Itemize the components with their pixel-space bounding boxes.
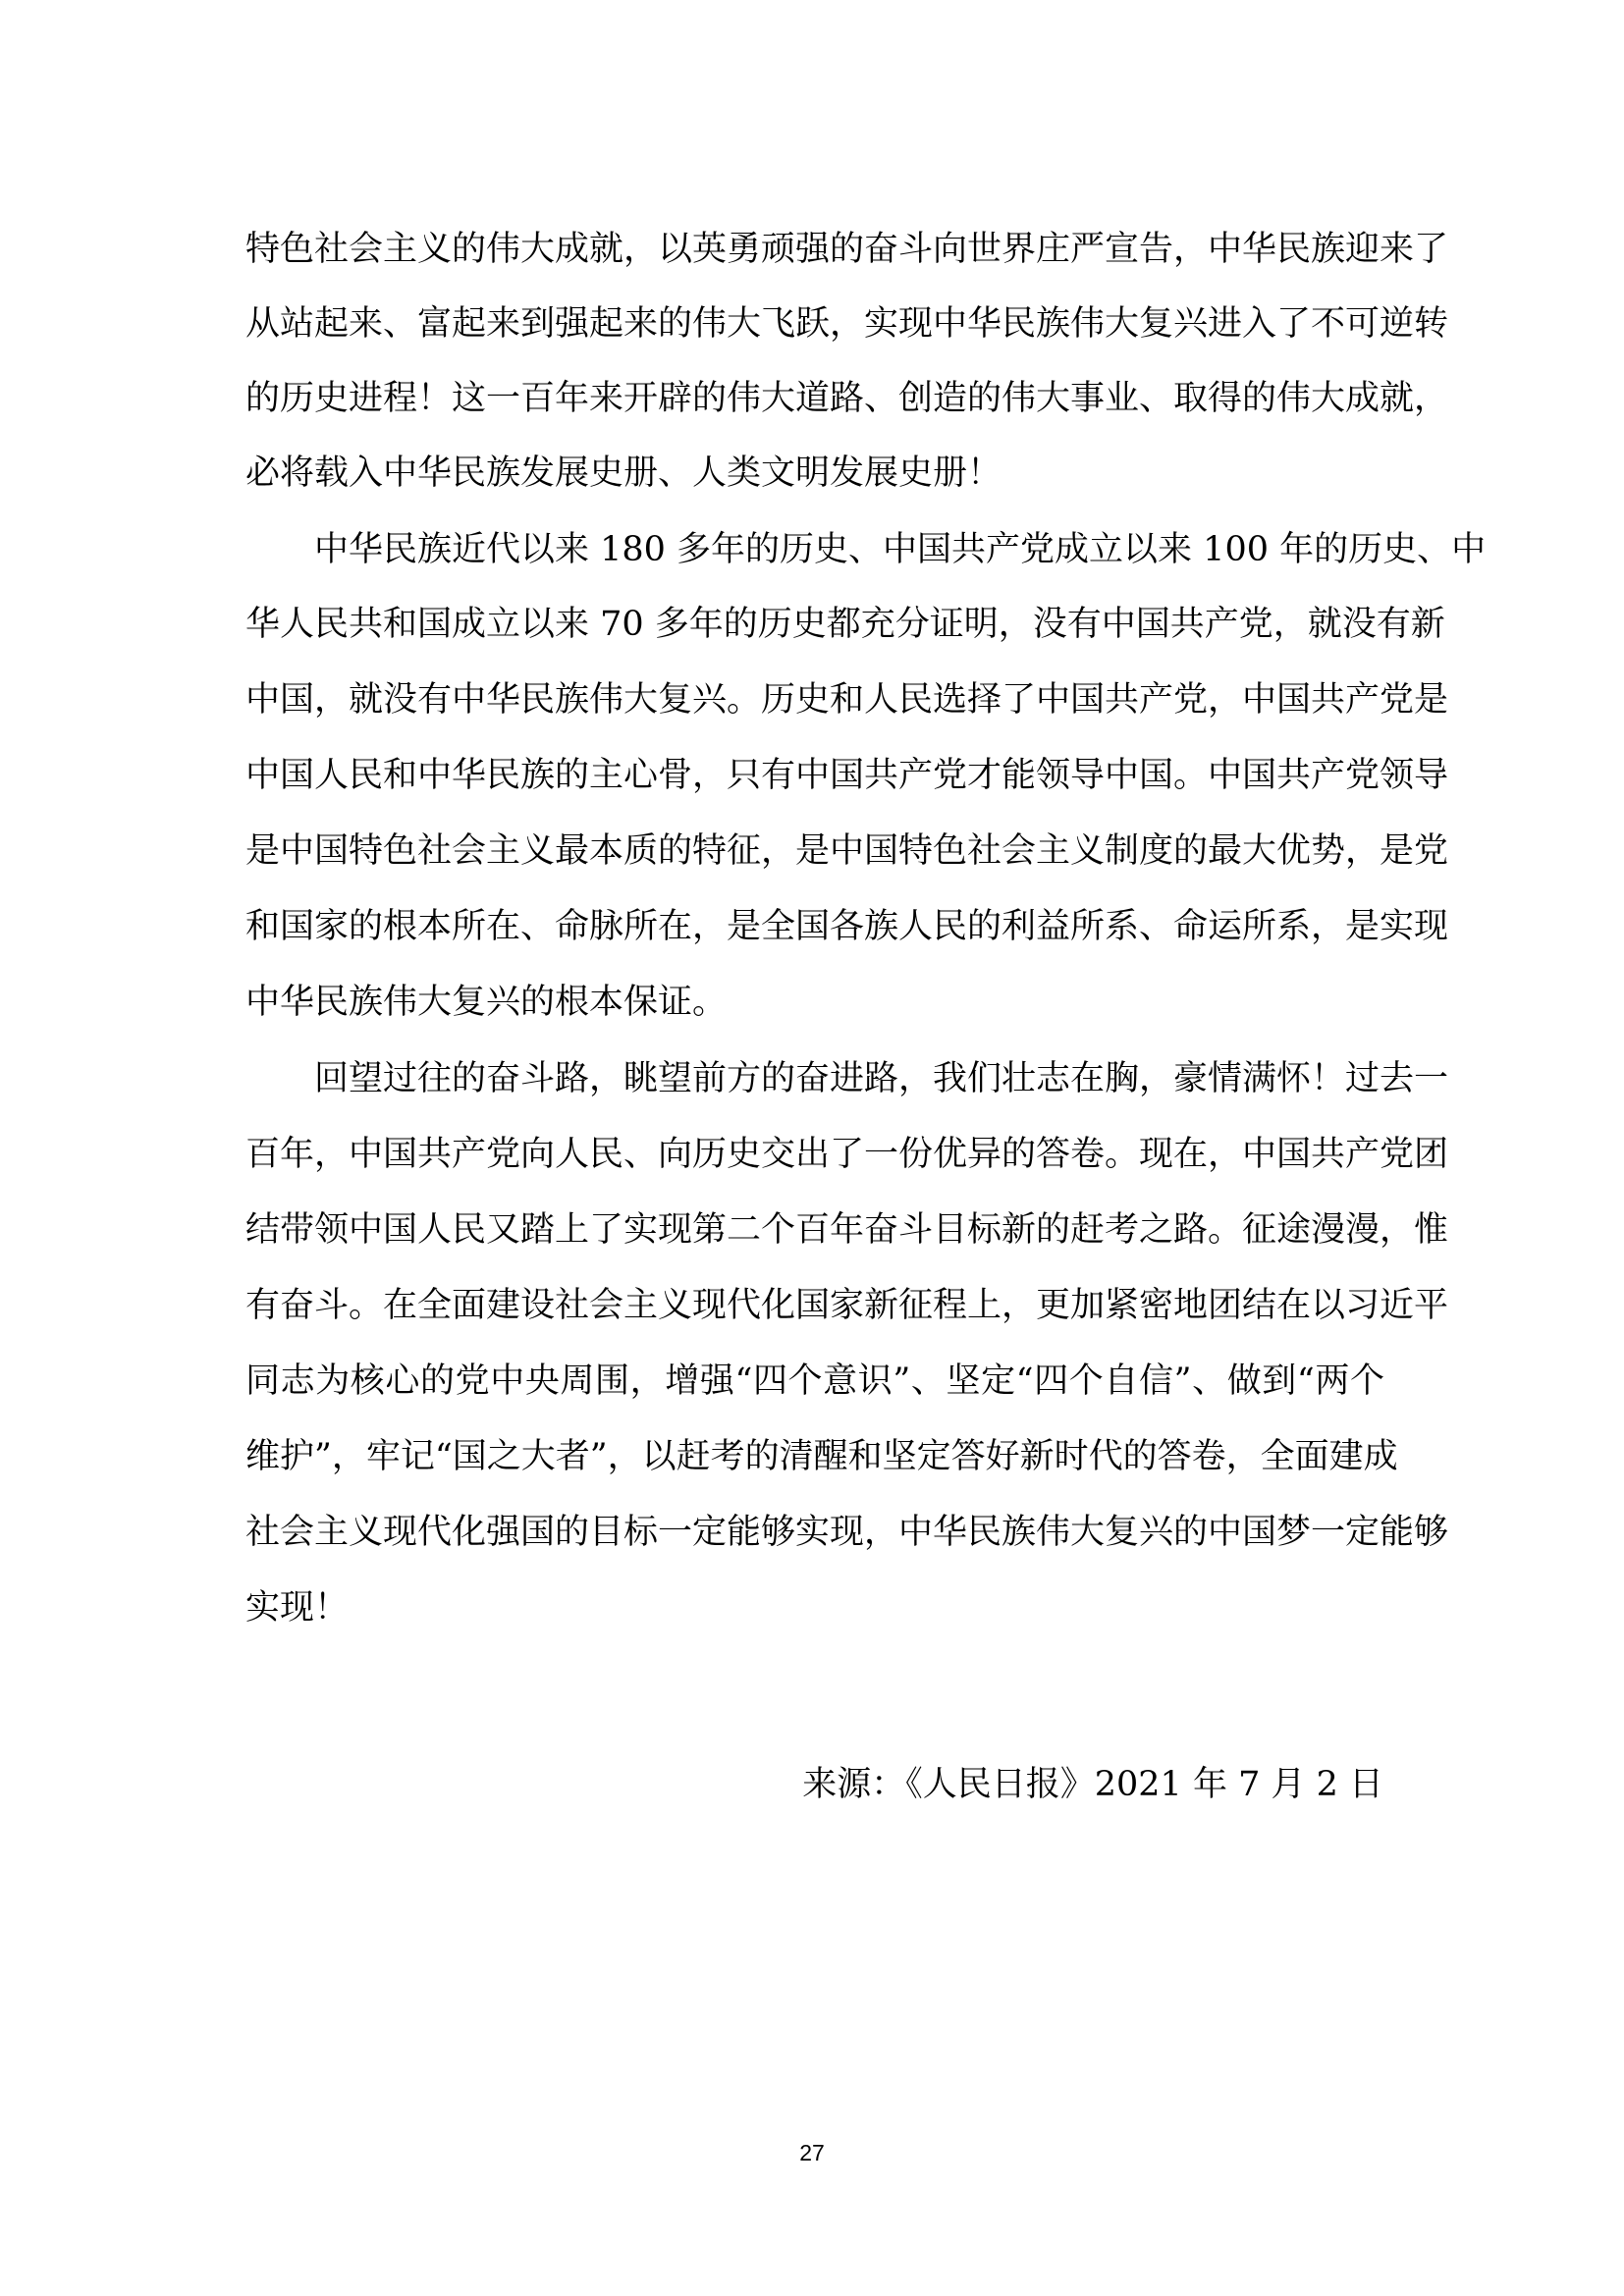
- paragraph-3-line-3: 结带领中国人民又踏上了实现第二个百年奋斗目标新的赶考之路。征途漫漫，惟: [245, 1210, 1449, 1250]
- paragraph-3-line-8: 实现！: [245, 1588, 350, 1628]
- paragraph-3-line-7: 社会主义现代化强国的目标一定能够实现，中华民族伟大复兴的中国梦一定能够: [245, 1513, 1449, 1552]
- paragraph-3-line-5: 同志为核心的党中央周围，增强“四个意识”、坚定“四个自信”、做到“两个: [245, 1362, 1384, 1401]
- paragraph-2-line-7: 中华民族伟大复兴的根本保证。: [245, 983, 728, 1022]
- paragraph-2-line-6: 和国家的根本所在、命脉所在，是全国各族人民的利益所系、命运所系，是实现: [245, 907, 1449, 946]
- source-attribution: 来源：《人民日报》2021 年 7 月 2 日: [802, 1765, 1383, 1804]
- paragraph-2-line-2: 华人民共和国成立以来 70 多年的历史都充分证明，没有中国共产党，就没有新: [245, 605, 1445, 644]
- paragraph-3-line-1: 回望过往的奋斗路，眺望前方的奋进路，我们壮志在胸，豪情满怀！过去一: [314, 1059, 1449, 1098]
- paragraph-2-line-3: 中国，就没有中华民族伟大复兴。历史和人民选择了中国共产党，中国共产党是: [245, 680, 1449, 720]
- page-number: 27: [799, 2140, 825, 2165]
- paragraph-2-line-1: 中华民族近代以来 180 多年的历史、中国共产党成立以来 100 年的历史、中: [314, 530, 1487, 569]
- paragraph-1-line-4: 必将载入中华民族发展史册、人类文明发展史册！: [245, 454, 1002, 493]
- paragraph-2-line-4: 中国人民和中华民族的主心骨，只有中国共产党才能领导中国。中国共产党领导: [245, 756, 1449, 795]
- paragraph-3-line-2: 百年，中国共产党向人民、向历史交出了一份优异的答卷。现在，中国共产党团: [245, 1135, 1449, 1174]
- paragraph-1-line-1: 特色社会主义的伟大成就，以英勇顽强的奋斗向世界庄严宣告，中华民族迎来了: [245, 230, 1449, 269]
- paragraph-3-line-6: 维护”，牢记“国之大者”，以赶考的清醒和坚定答好新时代的答卷，全面建成: [245, 1437, 1398, 1476]
- paragraph-1-line-2: 从站起来、富起来到强起来的伟大飞跃，实现中华民族伟大复兴进入了不可逆转: [245, 304, 1449, 344]
- paragraph-3-line-4: 有奋斗。在全面建设社会主义现代化国家新征程上，更加紧密地团结在以习近平: [245, 1286, 1449, 1325]
- paragraph-1-line-3: 的历史进程！这一百年来开辟的伟大道路、创造的伟大事业、取得的伟大成就，: [245, 379, 1449, 418]
- paragraph-2-line-5: 是中国特色社会主义最本质的特征，是中国特色社会主义制度的最大优势，是党: [245, 831, 1449, 871]
